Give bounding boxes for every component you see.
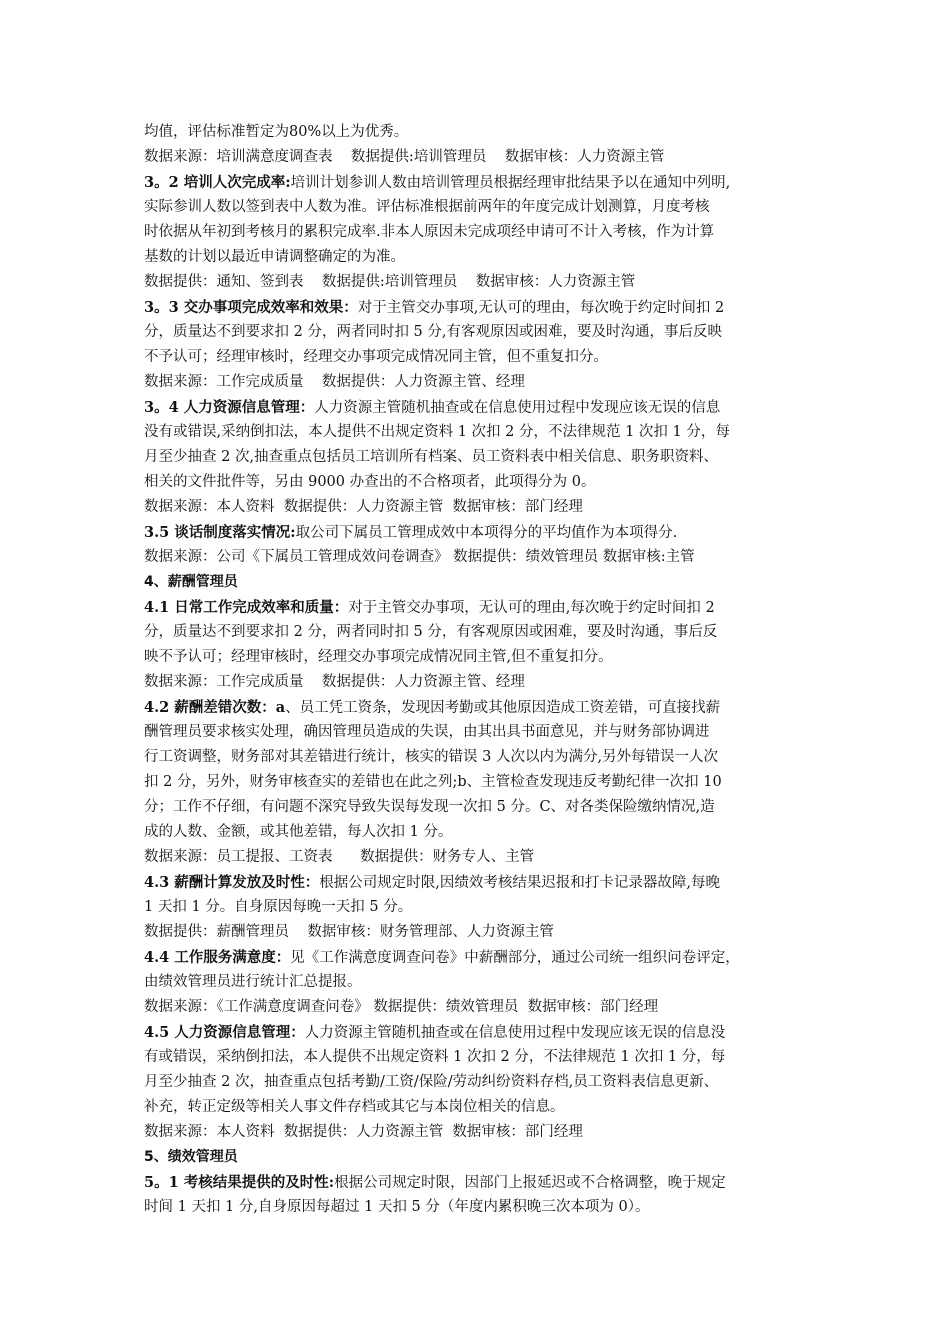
text-line (144, 1120, 812, 1145)
text-line (144, 1020, 812, 1045)
item-title: 5。1 考核结果提供的及时性: (144, 1174, 335, 1191)
body-text: 数据来源：本人资料 数据提供：人力资源主管 数据审核：部门经理 (144, 1124, 583, 1140)
document-body (144, 120, 812, 1220)
heading-text: 4、薪酬管理员 (144, 574, 238, 590)
text-line (144, 270, 812, 295)
body-text: 数据提供：薪酬管理员 数据审核：财务管理部、人力资源主管 (144, 924, 554, 940)
body-text: 根据公司规定时限，因部门上报延迟或不合格调整，晚于规定 (334, 1175, 726, 1191)
body-text: 数据来源：《工作满意度调查问卷》 数据提供：绩效管理员 数据审核：部门经理 (144, 999, 659, 1015)
text-line (144, 620, 812, 645)
text-line (144, 1045, 812, 1070)
text-line (144, 495, 812, 520)
body-text: 数据来源：公司《下属员工管理成效问卷调查》 数据提供：绩效管理员 数据审核:主管 (144, 549, 695, 565)
body-text: 行工资调整，财务部对其差错进行统计，核实的错误 3 人次以内为满分,另外每错误一人次 (144, 749, 719, 765)
item-title: 4.1 日常工作完成效率和质量： (144, 599, 349, 616)
body-text: 不予认可；经理审核时，经理交办事项完成情况同主管，但不重复扣分。 (144, 349, 608, 365)
text-line (144, 670, 812, 695)
text-line (144, 870, 812, 895)
text-line (144, 595, 812, 620)
item-title: 4.3 薪酬计算发放及时性： (144, 874, 320, 891)
item-title: 3。4 人力资源信息管理： (144, 399, 315, 416)
body-text: 月至少抽查 2 次，抽查重点包括考勤/工资/保险/劳动纠纷资料存档,员工资料表信息更新、 (144, 1074, 719, 1090)
text-line (144, 820, 812, 845)
section-heading (144, 1145, 812, 1170)
body-text: 对于主管交办事项，无认可的理由,每次晚于约定时间扣 2 (348, 600, 715, 616)
body-text: 扣 2 分，另外，财务审核查实的差错也在此之列;b、主管检查发现违反考勤纪律一次扣 10 (144, 774, 722, 790)
text-line (144, 695, 812, 720)
body-text: 补充，转正定级等相关人事文件存档或其它与本岗位相关的信息。 (144, 1099, 565, 1115)
text-line (144, 895, 812, 920)
body-text: 映不予认可；经理审核时，经理交办事项完成情况同主管,但不重复扣分。 (144, 649, 613, 665)
text-line (144, 170, 812, 195)
text-line (144, 345, 812, 370)
body-text: 见《工作满意度调查问卷》中薪酬部分，通过公司统一组织问卷评定， (290, 950, 740, 966)
body-text: 数据来源：培训满意度调查表 数据提供:培训管理员 数据审核：人力资源主管 (144, 149, 665, 165)
body-text: 基数的计划以最近申请调整确定的为准。 (144, 249, 405, 265)
body-text: 取公司下属员工管理成效中本项得分的平均值作为本项得分. (295, 525, 678, 541)
text-line (144, 745, 812, 770)
item-title: 3。3 交办事项完成效率和效果： (144, 299, 358, 316)
text-line (144, 395, 812, 420)
text-line (144, 1170, 812, 1195)
body-text: 分；工作不仔细，有问题不深究导致失误每发现一次扣 5 分。C、对各类保险缴纳情况,造 (144, 799, 715, 815)
body-text: 人力资源主管随机抽查或在信息使用过程中发现应该无误的信息 (314, 400, 721, 416)
text-line (144, 720, 812, 745)
text-line (144, 145, 812, 170)
body-text: 对于主管交办事项,无认可的理由，每次晚于约定时间扣 2 (357, 300, 725, 316)
text-line (144, 945, 812, 970)
section-heading (144, 570, 812, 595)
item-title: 4.4 工作服务满意度： (144, 949, 291, 966)
body-text: 成的人数、金额，或其他差错，每人次扣 1 分。 (144, 824, 453, 840)
text-line (144, 320, 812, 345)
text-line (144, 995, 812, 1020)
body-text: 月至少抽查 2 次,抽查重点包括员工培训所有档案、员工资料表中相关信息、职务职资料、 (144, 449, 719, 465)
body-text: 时依据从年初到考核月的累积完成率.非本人原因未完成项经申请可不计入考核，作为计算 (144, 224, 715, 240)
text-line (144, 1070, 812, 1095)
body-text: 相关的文件批件等，另由 9000 办查出的不合格项者，此项得分为 0。 (144, 474, 596, 490)
text-line (144, 645, 812, 670)
text-line (144, 220, 812, 245)
text-line (144, 795, 812, 820)
text-line (144, 545, 812, 570)
text-line (144, 1095, 812, 1120)
item-title: 4.2 薪酬差错次数：a (144, 699, 286, 716)
text-line (144, 120, 812, 145)
text-line (144, 520, 812, 545)
body-text: 数据来源：工作完成质量 数据提供：人力资源主管、经理 (144, 674, 525, 690)
text-line (144, 195, 812, 220)
text-line (144, 1195, 812, 1220)
body-text: 有或错误，采纳倒扣法，本人提供不出规定资料 1 次扣 2 分，不法律规范 1 次扣 1 分，每 (144, 1049, 726, 1065)
body-text: 数据提供：通知、签到表 数据提供:培训管理员 数据审核：人力资源主管 (144, 274, 636, 290)
text-line (144, 845, 812, 870)
text-line (144, 445, 812, 470)
body-text: 酬管理员要求核实处理，确因管理员造成的失误，由其出具书面意见，并与财务部协调进 (144, 724, 710, 740)
text-line (144, 295, 812, 320)
text-line (144, 970, 812, 995)
body-text: 培训计划参训人数由培训管理员根据经理审批结果予以在通知中列明, (290, 175, 731, 191)
body-text: 均值，评估标准暂定为80%以上为优秀。 (144, 124, 409, 140)
body-text: 根据公司规定时限,因绩效考核结果迟报和打卡记录器故障,每晚 (319, 875, 720, 891)
body-text: 数据来源：本人资料 数据提供：人力资源主管 数据审核：部门经理 (144, 499, 583, 515)
text-line (144, 470, 812, 495)
body-text: 实际参训人数以签到表中人数为准。评估标准根据前两年的年度完成计划测算，月度考核 (144, 199, 710, 215)
item-title: 4.5 人力资源信息管理： (144, 1024, 305, 1041)
body-text: 没有或错误,采纳倒扣法，本人提供不出规定资料 1 次扣 2 分，不法律规范 1 次扣 1 分，每 (144, 424, 730, 440)
body-text: 数据来源：工作完成质量 数据提供：人力资源主管、经理 (144, 374, 525, 390)
item-title: 3。2 培训人次完成率: (144, 174, 291, 191)
text-line (144, 420, 812, 445)
text-line (144, 370, 812, 395)
body-text: 由绩效管理员进行统计汇总提报。 (144, 974, 362, 990)
body-text: 数据来源：员工提报、工资表 数据提供：财务专人、主管 (144, 849, 535, 865)
text-line (144, 920, 812, 945)
body-text: 、员工凭工资条，发现因考勤或其他原因造成工资差错，可直接找薪 (285, 700, 721, 716)
body-text: 时间 1 天扣 1 分,自身原因每超过 1 天扣 5 分（年度内累积晚三次本项为 0）。 (144, 1199, 650, 1215)
body-text: 1 天扣 1 分。自身原因每晚一天扣 5 分。 (144, 899, 413, 915)
text-line (144, 770, 812, 795)
body-text: 人力资源主管随机抽查或在信息使用过程中发现应该无误的信息没 (304, 1025, 726, 1041)
item-title: 3.5 谈话制度落实情况: (144, 524, 296, 541)
body-text: 分，质量达不到要求扣 2 分，两者同时扣 5 分，有客观原因或困难，要及时沟通，事后反 (144, 624, 718, 640)
text-line (144, 245, 812, 270)
heading-text: 5、绩效管理员 (144, 1149, 238, 1165)
body-text: 分，质量达不到要求扣 2 分，两者同时扣 5 分,有客观原因或困难，要及时沟通，事后反映 (144, 324, 722, 340)
